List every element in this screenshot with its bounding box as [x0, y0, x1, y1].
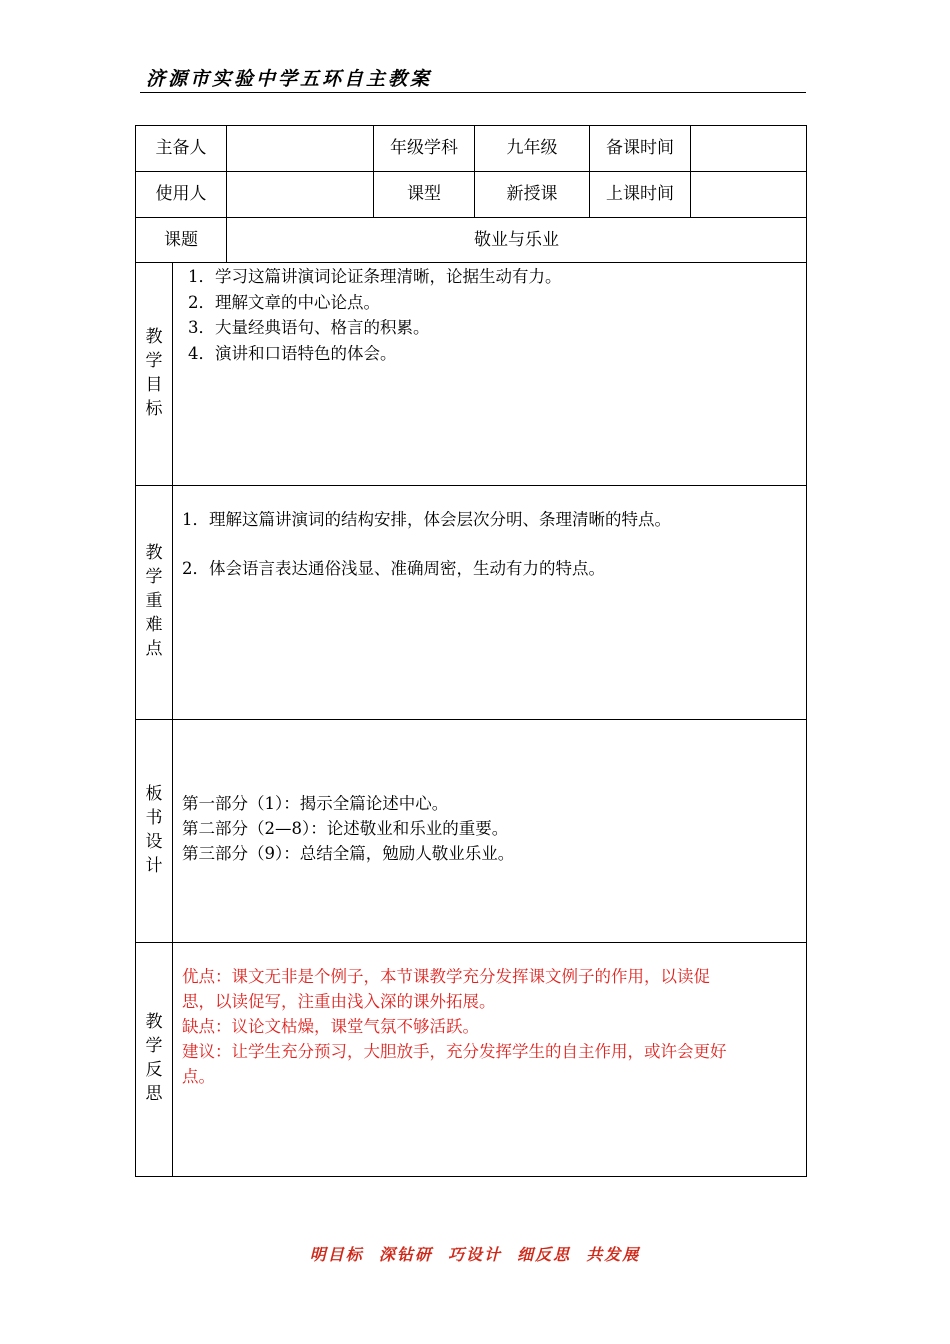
- goal-item: 1．学习这篇讲演词论证条理清晰，论据生动有力。: [188, 267, 562, 286]
- class-time-value: [691, 172, 806, 217]
- reflection-line: 优点：课文无非是个例子，本节课教学充分发挥课文例子的作用，以读促: [182, 967, 710, 986]
- key-points-label: 教 学 重 难 点: [145, 543, 163, 659]
- key-point-item: 1．理解这篇讲演词的结构安排，体会层次分明、条理清晰的特点。: [182, 510, 671, 529]
- topic-value: 敬业与乐业: [474, 229, 559, 250]
- board-line: 第二部分（2—8）：论述敬业和乐业的重要。: [182, 819, 509, 838]
- board-line: 第一部分（1）：揭示全篇论述中心。: [182, 794, 449, 813]
- class-time-label: 上课时间: [606, 184, 674, 204]
- table-border-right: [806, 125, 807, 1177]
- row-divider: [135, 485, 807, 486]
- board-line: 第三部分（9）：总结全篇，勉励人敬业乐业。: [182, 844, 515, 863]
- grade-subject-value: 九年级: [506, 138, 558, 158]
- goal-item: 3．大量经典语句、格言的积累。: [188, 318, 430, 337]
- goal-item: 4．演讲和口语特色的体会。: [188, 343, 397, 363]
- goals-label: 教 学 目 标: [145, 327, 163, 419]
- reflection-line: 思，以读促写，注重由浅入深的课外拓展。: [182, 992, 496, 1011]
- key-point-item: 2．体会语言表达通俗浅显、准确周密，生动有力的特点。: [182, 559, 605, 578]
- goals-content: [188, 264, 562, 366]
- col-divider: [172, 262, 173, 1177]
- reflection-label: 教 学 反 思: [145, 1012, 163, 1104]
- goal-item: 2．理解文章的中心论点。: [188, 292, 380, 312]
- board-design-content: [182, 791, 514, 866]
- table-border-bottom: [135, 1176, 807, 1177]
- row-divider: [135, 719, 807, 720]
- reflection-line: 点。: [182, 1067, 215, 1086]
- prep-time-value: [691, 126, 806, 171]
- row-divider: [135, 262, 807, 263]
- preparer-label: 主备人: [155, 138, 207, 158]
- reflection-line: 建议：让学生充分预习，大胆放手，充分发挥学生的自主作用，或许会更好: [182, 1042, 727, 1061]
- user-value: [227, 172, 373, 217]
- key-points-content: [182, 508, 671, 581]
- lesson-type-label: 课型: [407, 184, 441, 204]
- topic-label: 课题: [164, 229, 198, 250]
- reflection-content: [182, 964, 727, 1089]
- grade-subject-label: 年级学科: [390, 138, 458, 158]
- lesson-type-value: 新授课: [506, 184, 558, 204]
- reflection-line: 缺点：议论文枯燥，课堂气氛不够活跃。: [182, 1017, 479, 1036]
- preparer-value: [227, 126, 373, 171]
- row-divider: [135, 942, 807, 943]
- school-header-title: 济源市实验中学五环自主教案: [146, 68, 433, 90]
- footer-motto: 明目标 深钻研 巧设计 细反思 共发展: [309, 1245, 641, 1264]
- user-label: 使用人: [155, 184, 207, 204]
- prep-time-label: 备课时间: [606, 138, 674, 158]
- board-design-label: 板 书 设 计: [145, 784, 163, 876]
